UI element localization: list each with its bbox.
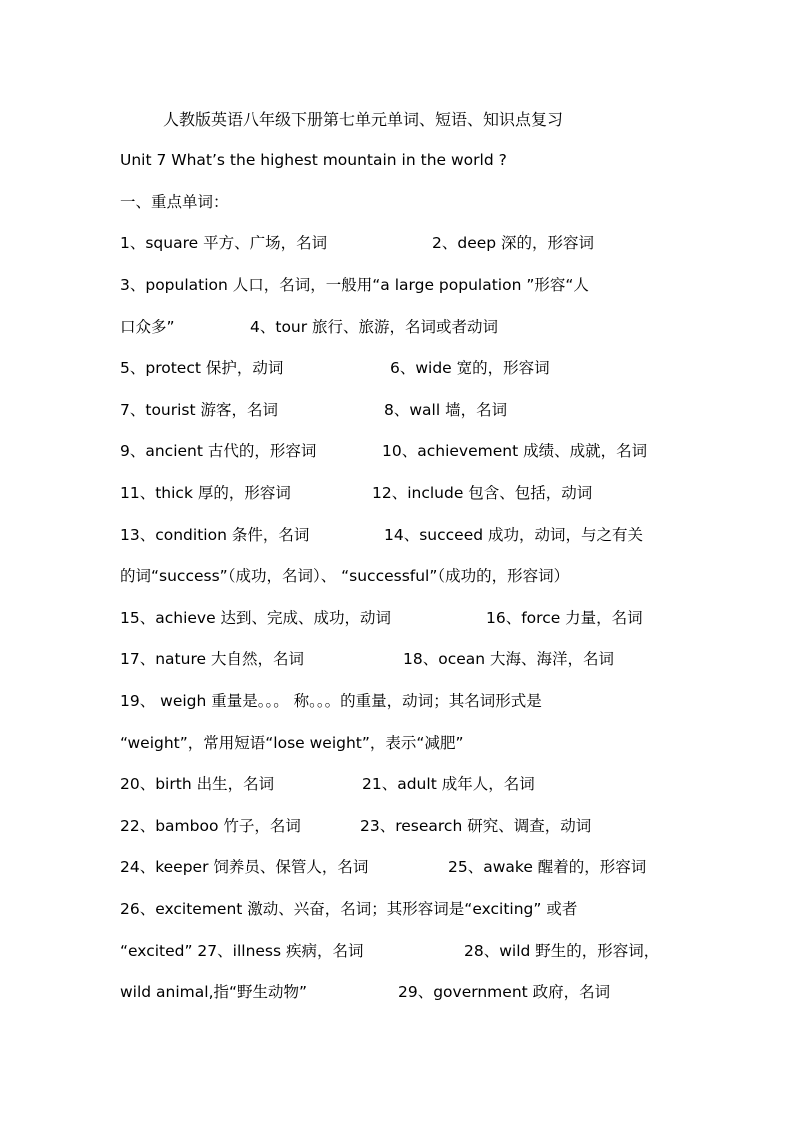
vocab-entry-3-cont: 口众多” [120,318,175,336]
vocab-entry-14-cont: 的词“success”（成功，名词）、 “successful”（成功的，形容词） [120,567,570,585]
vocab-entry-26: 26、excitement 激动、兴奋，名词；其形容词是“exciting” 或者 [120,900,578,918]
vocab-entry-16: 16、force 力量，名词 [486,609,643,627]
vocab-entry-1: 1、square 平方、广场，名词 [120,234,328,252]
vocab-entry-20: 20、birth 出生，名词 [120,775,275,793]
vocab-entry-13: 13、condition 条件，名词 [120,526,310,544]
vocab-entry-6: 6、wide 宽的，形容词 [390,359,550,377]
vocab-entry-22: 22、bamboo 竹子，名词 [120,817,301,835]
vocab-entry-5: 5、protect 保护，动词 [120,359,284,377]
vocab-entry-10: 10、achievement 成绩、成就，名词 [382,442,648,460]
vocab-entry-23: 23、research 研究、调查，动词 [360,817,592,835]
vocab-entry-19-cont: “weight”，常用短语“lose weight”，表示“减肥” [120,734,464,752]
vocab-entry-19: 19、 weigh 重量是。。。 称。。。的重量，动词；其名词形式是 [120,692,542,710]
vocab-entry-25: 25、awake 醒着的，形容词 [448,858,647,876]
vocab-entry-28: 28、wild 野生的，形容词， [464,942,660,960]
vocab-entry-4: 4、tour 旅行、旅游，名词或者动词 [250,318,499,336]
section-heading: 一、重点单词： [120,193,229,211]
vocab-entry-18: 18、ocean 大海、海洋，名词 [403,650,615,668]
vocab-entry-17: 17、nature 大自然，名词 [120,650,304,668]
vocab-entry-29: 29、government 政府，名词 [398,983,611,1001]
vocab-entry-8: 8、wall 墙，名词 [384,401,508,419]
vocab-entry-14: 14、succeed 成功，动词，与之有关 [384,526,644,544]
vocab-entry-15: 15、achieve 达到、完成、成功，动词 [120,609,392,627]
vocab-entry-24: 24、keeper 饲养员、保管人，名词 [120,858,369,876]
vocab-entry-11: 11、thick 厚的，形容词 [120,484,291,502]
vocab-entry-9: 9、ancient 古代的，形容词 [120,442,317,460]
document-title: 人教版英语八年级下册第七单元单词、短语、知识点复习 [163,110,564,129]
vocab-entry-7: 7、tourist 游客，名词 [120,401,279,419]
vocab-entry-12: 12、include 包含、包括，动词 [372,484,593,502]
vocab-entry-3: 3、population 人口，名词，一般用“a large population ”形容“人 [120,276,589,294]
vocab-entry-27: “excited” 27、illness 疾病，名词 [120,942,364,960]
vocab-entry-2: 2、deep 深的，形容词 [432,234,595,252]
vocab-entry-28-cont: wild animal,指“野生动物” [120,983,308,1001]
vocab-entry-21: 21、adult 成年人，名词 [362,775,535,793]
unit-heading: Unit 7 What’s the highest mountain in the world ? [120,151,507,169]
